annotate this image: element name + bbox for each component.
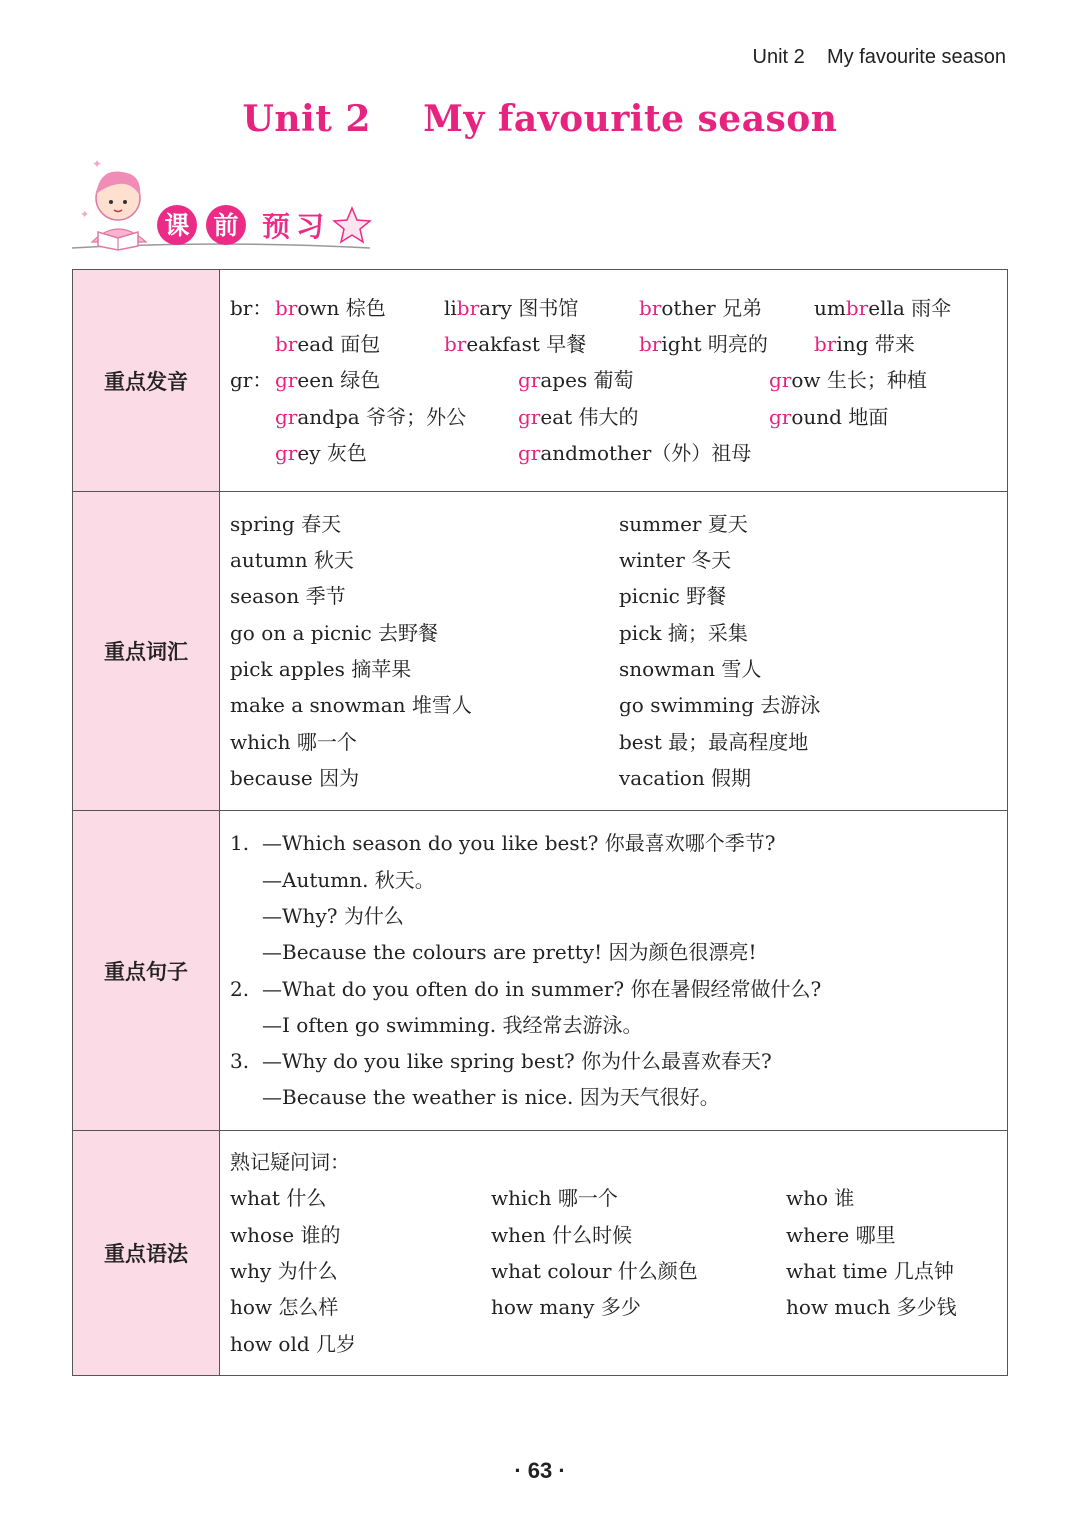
vocab-row — [230, 506, 1007, 542]
question-word: whose 谁的 — [230, 1222, 341, 1247]
running-head: Unit 2 My favourite season — [752, 46, 1006, 68]
phonics-prefix: br： — [230, 295, 273, 320]
sentence-text: —Why do you like spring best? 你为什么最喜欢春天? — [262, 1049, 772, 1074]
phonics-word — [769, 399, 888, 435]
word-meaning: 生长；种植 — [820, 368, 927, 393]
sentence-text: —I often go swimming. 我经常去游泳。 — [262, 1012, 643, 1037]
vocab-row — [230, 651, 1007, 687]
vocab-item: pick 摘；采集 — [619, 620, 748, 645]
word-part: eakfast — [466, 332, 540, 357]
sentence-number: 2. — [230, 976, 250, 1001]
word-meaning: 图书馆 — [511, 295, 579, 320]
word-meaning: 雨伞 — [904, 295, 952, 320]
preview-table — [72, 269, 1008, 1376]
section-label: 重点语法 — [73, 1131, 220, 1376]
word-part: ead — [297, 332, 334, 357]
grammar-content — [220, 1131, 1008, 1376]
phonics-word — [275, 399, 466, 435]
word-part: ing — [836, 332, 869, 357]
vocab-item: autumn 秋天 — [230, 548, 354, 573]
word-meaning: 灰色 — [320, 440, 367, 465]
sentence-line — [230, 971, 1007, 1007]
word-meaning: 面包 — [333, 332, 381, 357]
vocab-item: make a snowman 堆雪人 — [230, 693, 472, 718]
sentences-content — [220, 811, 1008, 1131]
question-word-row — [230, 1253, 1007, 1289]
phonics-row — [230, 399, 1007, 435]
vocab-item: because 因为 — [230, 765, 360, 790]
letter-blend: br — [275, 332, 298, 357]
letter-blend: br — [814, 332, 837, 357]
sentence-text: —What do you often do in summer? 你在暑假经常做什么? — [262, 976, 822, 1001]
question-word: how 怎么样 — [230, 1295, 339, 1320]
phonics-word — [814, 326, 915, 362]
banner-char: 课 — [164, 211, 190, 240]
question-word: who 谁 — [786, 1186, 855, 1211]
vocab-item: winter 冬天 — [619, 548, 732, 573]
phonics-word — [769, 362, 927, 398]
word-part: ight — [661, 332, 702, 357]
letter-blend: gr — [275, 440, 298, 465]
question-word-row — [230, 1326, 1007, 1362]
word-part: ella — [868, 295, 905, 320]
section-label: 重点发音 — [73, 270, 220, 492]
sentence-number: 3. — [230, 1049, 250, 1074]
sentence-line — [230, 1079, 1007, 1115]
word-part: other — [661, 295, 716, 320]
star-icon — [334, 208, 370, 242]
phonics-word — [639, 326, 768, 362]
banner-char: 前 — [213, 211, 239, 240]
word-part: ow — [791, 368, 821, 393]
phonics-word — [275, 290, 386, 326]
phonics-word — [518, 362, 634, 398]
word-part: andpa — [297, 404, 360, 429]
sentence-line — [230, 862, 1007, 898]
phonics-row — [230, 435, 1007, 471]
vocab-row — [230, 578, 1007, 614]
phonics-prefix: gr： — [230, 368, 273, 393]
word-part: apes — [540, 368, 588, 393]
phonics-word — [275, 362, 380, 398]
sentence-line — [230, 1043, 1007, 1079]
word-part: um — [814, 295, 846, 320]
letter-blend: br — [444, 332, 467, 357]
word-meaning: 地面 — [841, 404, 889, 429]
word-part: ey — [297, 440, 321, 465]
vocabulary-content — [220, 492, 1008, 811]
banner-char: 习 — [295, 210, 325, 243]
sentence-line — [230, 934, 1007, 970]
sentence-number: 1. — [230, 831, 250, 856]
letter-blend: br — [845, 295, 869, 320]
letter-blend: gr — [769, 368, 792, 393]
word-meaning: 爷爷；外公 — [359, 404, 467, 429]
svg-text:✦: ✦ — [92, 157, 103, 171]
phonics-word — [444, 326, 586, 362]
phonics-word — [639, 290, 762, 326]
vocab-item: snowman 雪人 — [619, 657, 762, 681]
phonics-word — [275, 435, 367, 471]
banner-char: 预 — [261, 210, 291, 243]
section-grammar — [73, 1131, 1008, 1376]
vocab-row — [230, 724, 1007, 760]
vocab-item: pick apples 摘苹果 — [230, 657, 412, 681]
vocab-item: go on a picnic 去野餐 — [230, 620, 438, 645]
word-meaning: 带来 — [868, 332, 915, 357]
sentence-line — [230, 1007, 1007, 1043]
sentence-text: —Why? 为什么 — [262, 903, 404, 928]
question-word: when 什么时候 — [491, 1222, 633, 1247]
word-part: li — [444, 295, 457, 320]
vocab-row — [230, 687, 1007, 723]
vocab-item: spring 春天 — [230, 511, 342, 536]
question-word: why 为什么 — [230, 1259, 338, 1283]
letter-blend: br — [639, 332, 662, 357]
sentence-line — [230, 898, 1007, 934]
vocab-row — [230, 615, 1007, 651]
letter-blend: gr — [275, 404, 298, 429]
vocab-item: summer 夏天 — [619, 511, 748, 536]
phonics-word — [444, 290, 578, 326]
section-sentences — [73, 811, 1008, 1131]
sentence-text: —Autumn. 秋天。 — [262, 867, 435, 892]
pronunciation-content — [220, 270, 1008, 492]
vocab-item: go swimming 去游泳 — [619, 693, 821, 718]
grammar-intro: 熟记疑问词： — [230, 1150, 350, 1175]
reading-child-icon — [80, 157, 146, 250]
letter-blend: gr — [769, 404, 792, 429]
question-word: where 哪里 — [786, 1222, 896, 1247]
svg-text:✦: ✦ — [80, 208, 90, 221]
word-meaning: 明亮的 — [701, 332, 768, 357]
phonics-row — [230, 290, 1007, 326]
word-part: andmother — [540, 440, 652, 465]
vocab-item: season 季节 — [230, 584, 346, 609]
page-number: · 63 · — [514, 1458, 566, 1483]
vocab-item: vacation 假期 — [619, 765, 752, 790]
vocab-item: best 最；最高程度地 — [619, 729, 809, 754]
section-label: 重点句子 — [73, 811, 220, 1131]
question-word-row — [230, 1180, 1007, 1216]
section-pronunciation — [73, 270, 1008, 492]
letter-blend: gr — [518, 368, 541, 393]
page-title: Unit 2 My favourite season — [242, 98, 838, 140]
question-word: what colour 什么颜色 — [491, 1259, 698, 1283]
word-part: ound — [791, 404, 842, 429]
word-part: een — [297, 368, 334, 393]
word-meaning: 兄弟 — [715, 295, 763, 320]
word-part: eat — [540, 404, 573, 429]
question-word-row — [230, 1289, 1007, 1325]
sentence-text: —Because the colours are pretty! 因为颜色很漂亮! — [262, 940, 757, 965]
word-meaning: 伟大的 — [572, 404, 639, 429]
question-word: what 什么 — [230, 1186, 327, 1211]
phonics-word — [275, 326, 380, 362]
section-vocabulary — [73, 492, 1008, 811]
question-word: which 哪一个 — [491, 1186, 618, 1211]
word-meaning: 棕色 — [339, 295, 386, 320]
word-part: own — [297, 295, 340, 320]
question-word: how much 多少钱 — [786, 1295, 957, 1320]
letter-blend: br — [275, 295, 298, 320]
word-meaning: 早餐 — [539, 332, 587, 357]
phonics-word — [518, 399, 639, 435]
vocab-item: which 哪一个 — [230, 729, 357, 754]
vocab-row — [230, 760, 1007, 796]
question-word: how many 多少 — [491, 1295, 641, 1320]
word-meaning: 葡萄 — [587, 368, 634, 393]
vocab-row — [230, 542, 1007, 578]
sentence-text: —Which season do you like best? 你最喜欢哪个季节? — [262, 831, 776, 856]
phonics-row — [230, 362, 1007, 398]
sentence-line — [230, 825, 1007, 861]
phonics-word — [814, 290, 951, 326]
question-word: how old 几岁 — [230, 1331, 356, 1356]
vocab-item: picnic 野餐 — [619, 584, 727, 609]
letter-blend: gr — [275, 368, 298, 393]
phonics-word — [518, 435, 751, 471]
word-part: ary — [479, 295, 512, 320]
phonics-row — [230, 326, 1007, 362]
sentence-text: —Because the weather is nice. 因为天气很好。 — [262, 1085, 720, 1110]
letter-blend: gr — [518, 440, 541, 465]
word-meaning: （外）祖母 — [651, 440, 752, 465]
letter-blend: br — [456, 295, 480, 320]
preview-banner — [70, 150, 380, 262]
section-label: 重点词汇 — [73, 492, 220, 811]
letter-blend: br — [639, 295, 662, 320]
question-word: what time 几点钟 — [786, 1259, 954, 1283]
letter-blend: gr — [518, 404, 541, 429]
word-meaning: 绿色 — [333, 368, 381, 393]
question-word-row — [230, 1217, 1007, 1253]
